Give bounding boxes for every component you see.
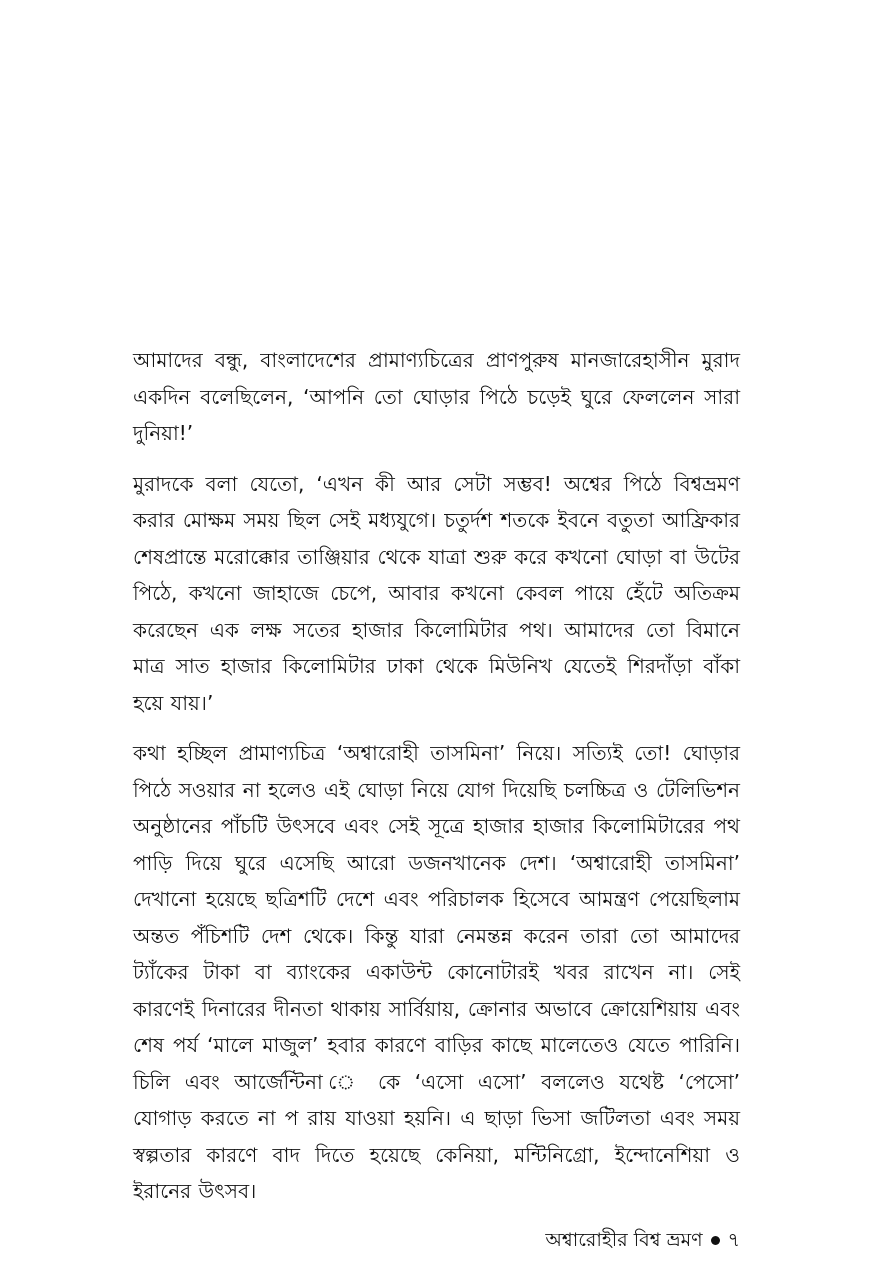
paragraph-1: আমাদের বন্ধু, বাংলাদেশের প্রামাণ্যচিত্রের প্রাণপুরুষ মানজারেহাসীন মুরাদ একদিন বলেছিলেন, ‘আপনি তো ঘোড়ার পিঠে চড়েই ঘুরে ফেললেন সারা দুনিয়া!’ xyxy=(133,348,740,445)
running-title: অশ্বারোহীর বিশ্ব ভ্রমণ xyxy=(545,1229,703,1251)
page-footer xyxy=(545,1222,740,1258)
page-number: ৭ xyxy=(727,1229,740,1251)
paragraph-2: মুরাদকে বলা যেতো, ‘এখন কী আর সেটা সম্ভব! অশ্বের পিঠে বিশ্বভ্রমণ করার মোক্ষম সময় ছিল সেই মধ্যযুগে। চতুর্দশ শতকে ইবনে বতুতা আফ্রিকার শেষপ্রান্তে মরোক্কোর তাঞ্জিয়ার থেকে যাত্রা শুরু করে কখনো ঘোড়া বা উটের পিঠে, কখনো জাহাজে চেপে, আবার কখনো কেবল পায়ে হেঁটে অতিক্রম করেছেন এক লক্ষ সতের হাজার কিলোমিটার পথ। আমাদের তো বিমানে মাত্র সাত হাজার কিলোমিটার ঢাকা থেকে মিউনিখ যেতেই শিরদাঁড়া বাঁকা হয়ে যায়।’ xyxy=(133,471,740,715)
bullet-icon xyxy=(711,1236,720,1245)
body-text xyxy=(133,342,740,1224)
paragraph-3: কথা হচ্ছিল প্রামাণ্যচিত্র ‘অশ্বারোহী তাসমিনা’ নিয়ে। সত্যিই তো! ঘোড়ার পিঠে সওয়ার না হলেও এই ঘোড়া নিয়ে যোগ দিয়েছি চলচ্চিত্র ও টেলিভিশন অনুষ্ঠানের পাঁচটি উৎসবে এবং সেই সূত্রে হাজার হাজার কিলোমিটারের পথ পাড়ি দিয়ে ঘুরে এসেছি আরো ডজনখানেক দেশ। ‘অশ্বারোহী তাসমিনা’ দেখানো হয়েছে ছত্রিশটি দেশে এবং পরিচালক হিসেবে আমন্ত্রণ পেয়েছিলাম অন্তত পঁচিশটি দেশ থেকে। কিন্তু যারা নেমন্তন্ন করেন তারা তো আমাদের ট্যাঁকের টাকা বা ব্যাংকের একাউন্ট কোনোটারই খবর রাখেন না। সেই কারণেই দিনারের দীনতা থাকায় সার্বিয়ায়, ক্রোনার অভাবে ক্রোয়েশিয়ায় এবং শেষ পর্য ‘মালে মাজুল’ হবার কারণে বাড়ির কাছে মালেতেও যেতে পারিনি। চিলি এবং আর্জেন্টিনা ে কে ‘এসো এসো’ বললেও যথেষ্ট ‘পেসো’ যোগাড় করতে না প রায় যাওয়া হয়নি। এ ছাড়া ভিসা জটিলতা এবং সময় স্বল্পতার কারণে বাদ দিতে হয়েছে কেনিয়া, মন্টিনিগ্রো, ইন্দোনেশিয়া ও ইরানের উৎসব। xyxy=(133,741,740,1203)
